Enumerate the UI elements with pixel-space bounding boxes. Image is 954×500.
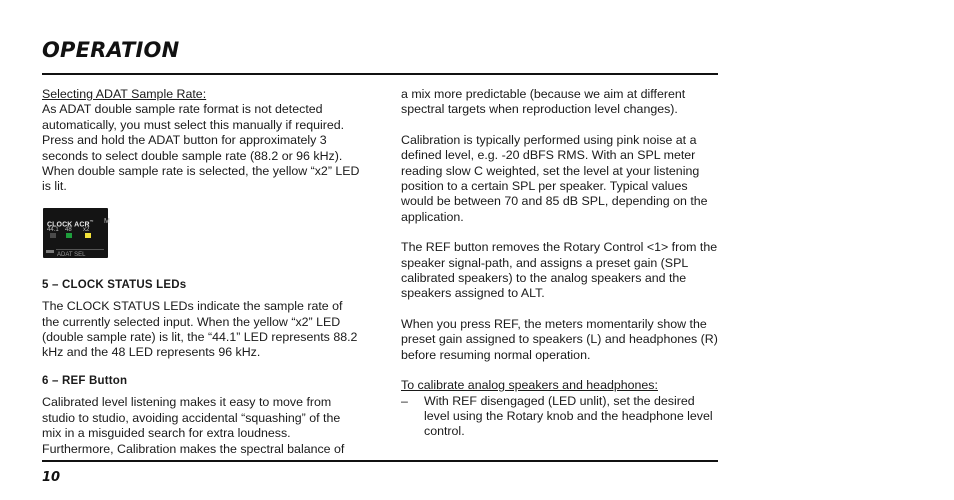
clock-panel-image <box>43 208 108 258</box>
calibrate-heading: To calibrate analog speakers and headphones: <box>401 378 658 393</box>
page-title: OPERATION <box>42 38 180 62</box>
right-column <box>401 87 719 440</box>
rate-48-label: 48 <box>65 226 72 233</box>
adat-body: As ADAT double sample rate format is not detected automatically, you must select this manually if required. Press and hold the ADAT button for approximately 3 seconds to select double sample rate (88.2 or 96 kHz). When double sample rate is selected, the yellow “x2” LED is lit. <box>42 102 360 194</box>
clock-acr-label: CLOCK ACR™ <box>47 218 94 229</box>
led-48-green <box>66 233 72 238</box>
paragraph-4: When you press REF, the meters momentarily show the preset gain assigned to speakers (L) and headphones (R) before resuming normal operation. <box>401 316 718 362</box>
footer-rule <box>42 460 718 462</box>
led-44-off <box>50 233 56 238</box>
adat-sel-label: ADAT SEL <box>57 251 86 258</box>
adat-heading: Selecting ADAT Sample Rate: <box>42 87 207 101</box>
rate-44-label: 44.1 <box>47 226 59 233</box>
left-column <box>42 87 360 457</box>
header-rule <box>42 73 718 75</box>
led-x2-yellow <box>85 233 91 238</box>
calibrate-list-text: With REF disengaged (LED unlit), set the desired level using the Rotary knob and the headphone level control. <box>424 393 713 439</box>
paragraph-3: The REF button removes the Rotary Control <1> from the speaker signal-path, and assigns a preset gain (SPL calibrated speakers) to the analog speakers and the speakers assigned to ALT. <box>401 240 718 301</box>
rate-x2-label: x2 <box>83 226 90 233</box>
adat-sel-button-icon <box>46 250 54 253</box>
clock-status-heading: 5 – CLOCK STATUS LEDs <box>42 278 187 291</box>
ref-button-body: Calibrated level listening makes it easy to move from studio to studio, avoiding accidental “squashing” of the mix in a misguided search for extra loudness. Furthermore, Calibration makes the spectral balance of <box>42 395 345 456</box>
dash-bullet: – <box>401 393 408 408</box>
clock-status-body: The CLOCK STATUS LEDs indicate the sample rate of the currently selected input. When the yellow “x2” LED (double sample rate) is lit, the “44.1” LED represents 88.2 kHz and the 48 LED represents 96 kHz. <box>42 299 358 360</box>
calibrate-list-item <box>401 394 719 440</box>
panel-side-letter: M <box>104 217 110 225</box>
paragraph-2: Calibration is typically performed using pink noise at a defined level, e.g. -20 dBFS RMS. With an SPL meter reading slow C weighted, set the level at your listening position to a certain SPL per speaker. Typical values would be between 70 and 85 dB SPL, depending on the application. <box>401 132 708 224</box>
page-number: 10 <box>42 470 61 485</box>
paragraph-1: a mix more predictable (because we aim at different spectral targets when reproduction level changes). <box>401 87 686 117</box>
ref-button-heading: 6 – REF Button <box>42 374 128 387</box>
